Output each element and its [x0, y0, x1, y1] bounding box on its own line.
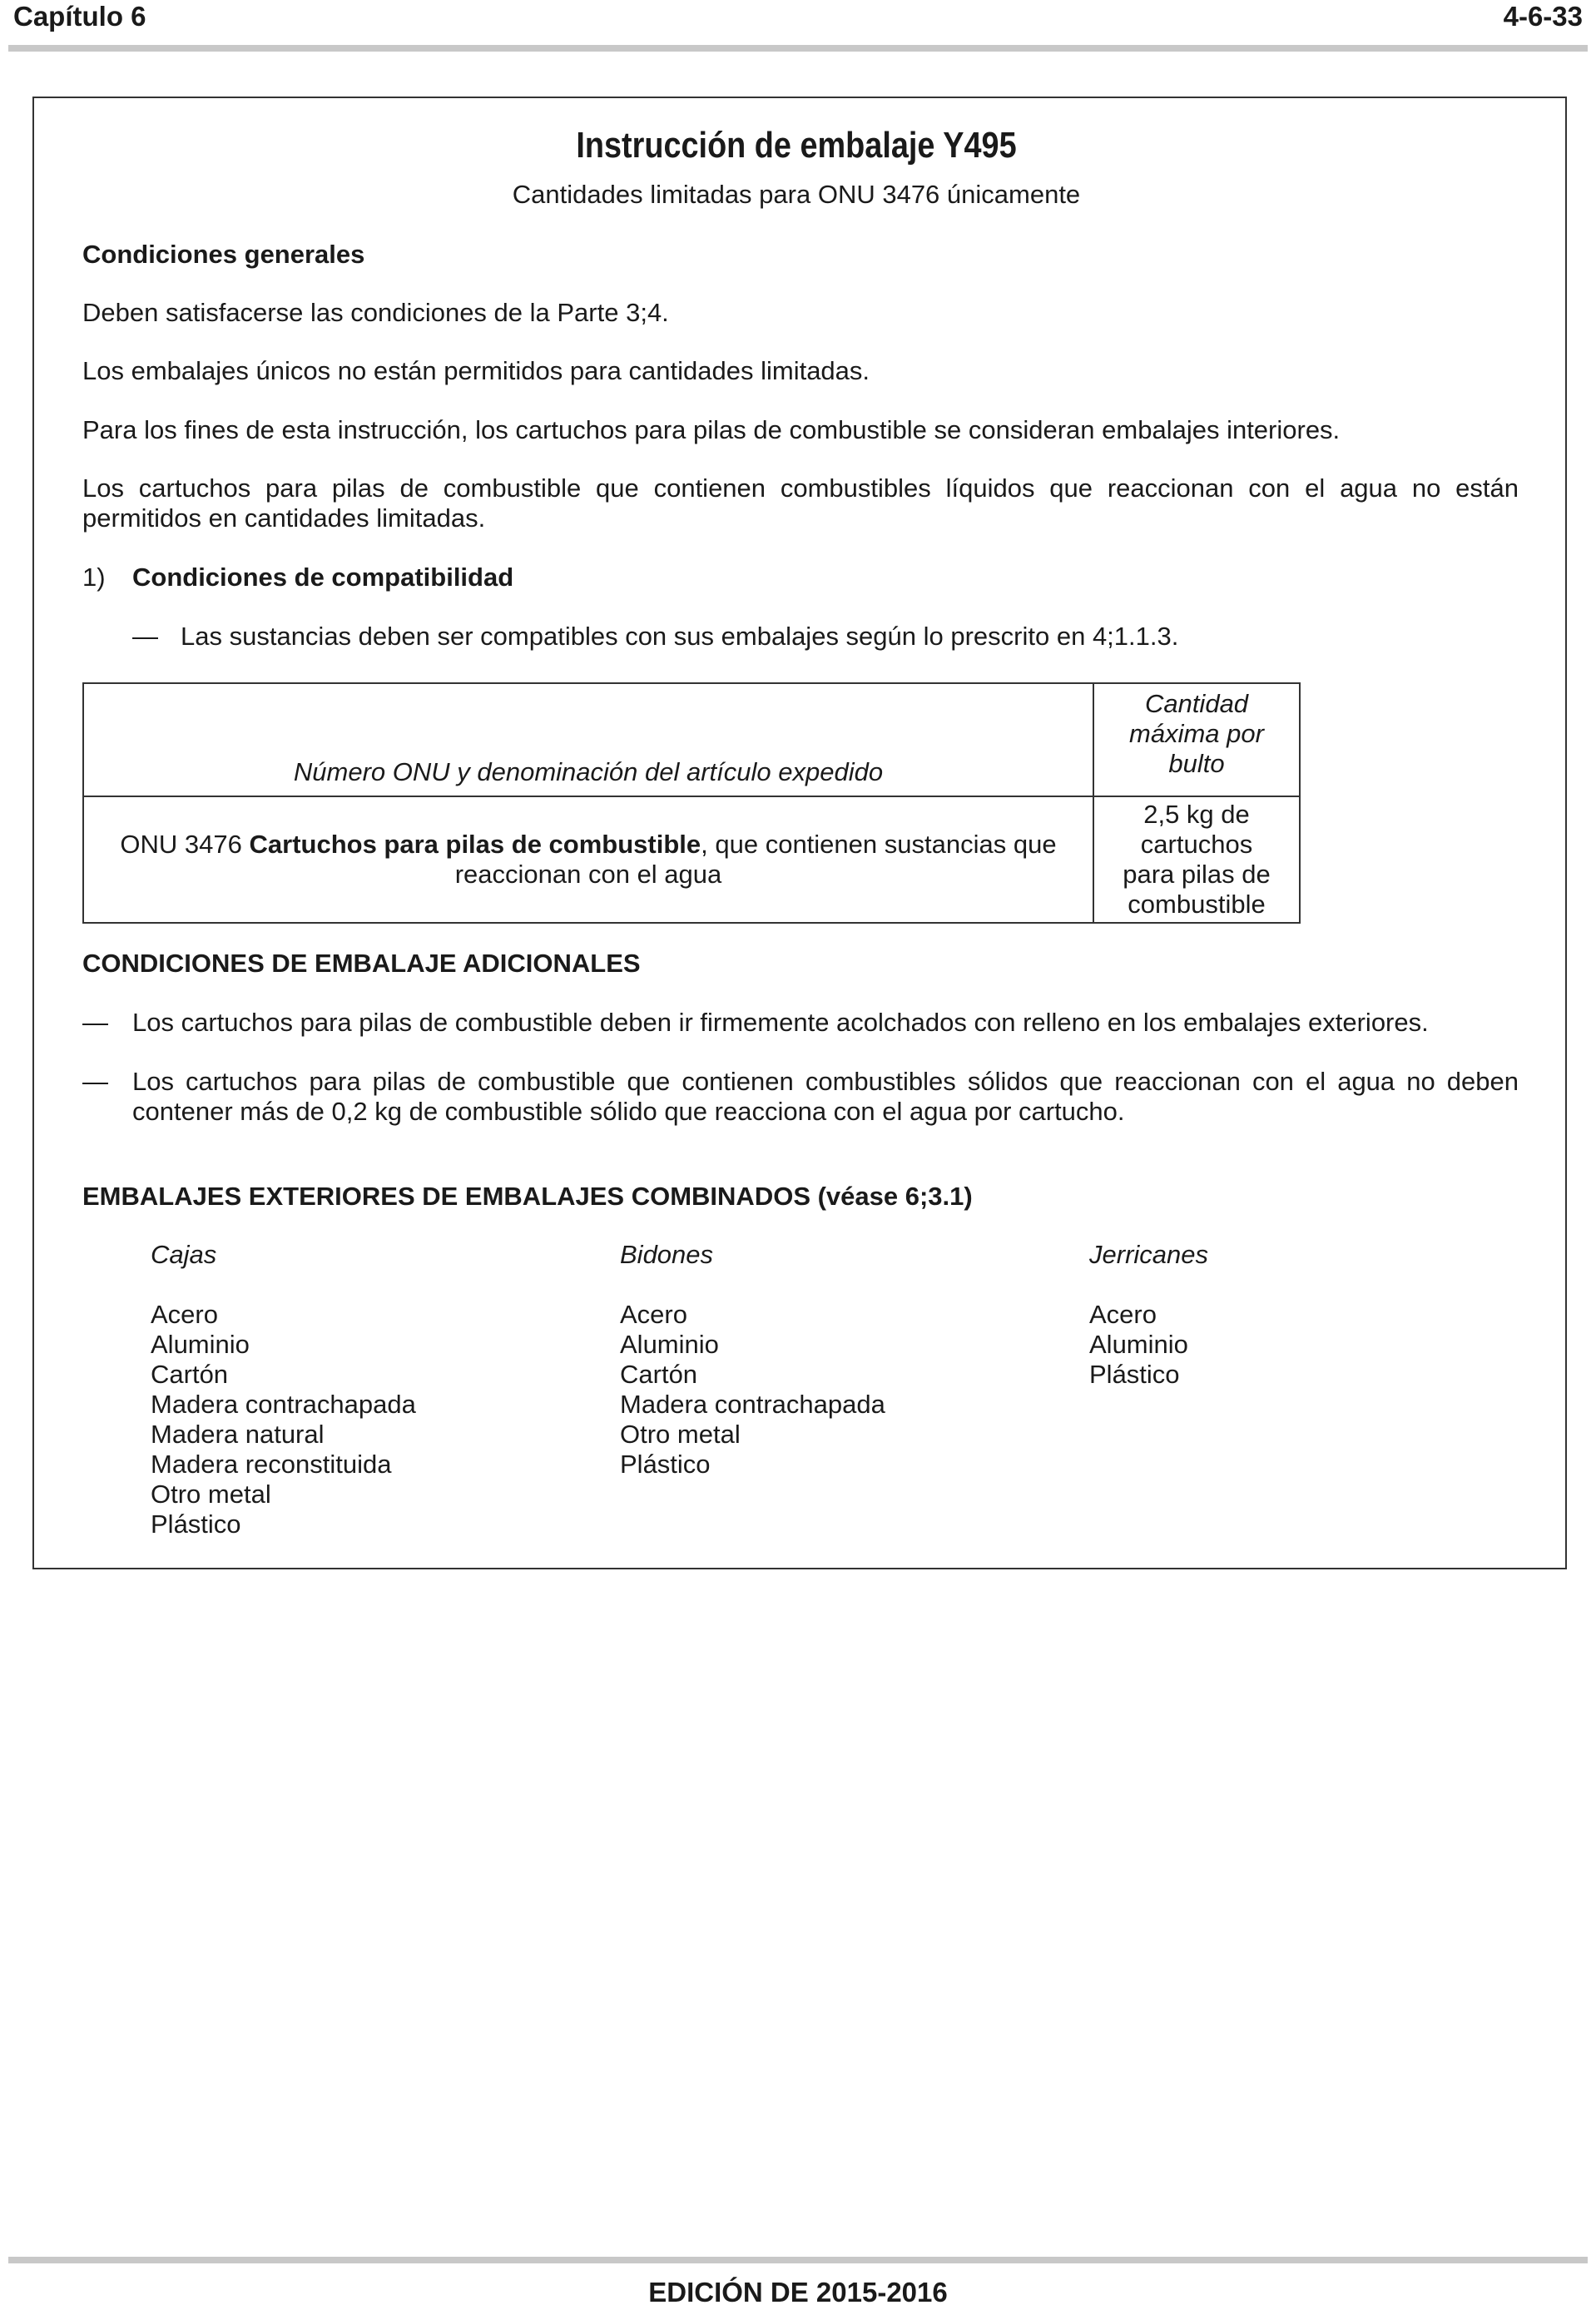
- list-item: Plástico: [1089, 1360, 1180, 1389]
- edition-label: EDICIÓN DE 2015-2016: [648, 2277, 948, 2308]
- general-heading: Condiciones generales: [82, 240, 365, 269]
- list-item: Acero: [151, 1300, 218, 1329]
- page-subtitle: Cantidades limitadas para ONU 3476 únicamente: [512, 180, 1081, 209]
- table-cell-qty: [1093, 796, 1300, 923]
- table-cell-un: [83, 796, 1093, 923]
- header-rule: [8, 45, 1588, 52]
- un-prefix: ONU 3476: [120, 830, 250, 859]
- general-p4: Los cartuchos para pilas de combustible que contienen combustibles líquidos que reaccionan con el agua no están permitidos en cantidades limitadas.: [82, 473, 1519, 533]
- list-item: Aluminio: [620, 1330, 719, 1359]
- page-number: 4-6-33: [1503, 1, 1583, 32]
- footer-rule: [8, 2257, 1588, 2263]
- list-item: Plástico: [620, 1450, 711, 1479]
- additional-item-2: Los cartuchos para pilas de combustible que contienen combustibles sólidos que reaccionan con el agua no deben contener más de 0,2 kg de combustible sólido que reacciona con el agua por cartucho.: [132, 1067, 1519, 1126]
- list-item: Aluminio: [1089, 1330, 1188, 1359]
- compat-item: Las sustancias deben ser compatibles con sus embalajes según lo prescrito en 4;1.1.3.: [181, 622, 1179, 651]
- list-item: Madera contrachapada: [151, 1390, 416, 1419]
- list-item: Plástico: [151, 1509, 241, 1539]
- un-article: Cartuchos para pilas de combustible: [249, 830, 701, 859]
- additional-item-1: Los cartuchos para pilas de combustible deben ir firmemente acolchados con relleno en los embalajes exteriores.: [132, 1008, 1429, 1037]
- compat-dash: —: [132, 622, 158, 651]
- outer-heading: EMBALAJES EXTERIORES DE EMBALAJES COMBINADOS (véase 6;3.1): [82, 1182, 973, 1211]
- table-header-qty: [1093, 683, 1300, 796]
- page-title: Instrucción de embalaje Y495: [576, 125, 1017, 166]
- column-title: Bidones: [620, 1240, 714, 1269]
- table-header-row: [83, 683, 1300, 796]
- general-p3: Para los fines de esta instrucción, los cartuchos para pilas de combustible se consideran embalajes interiores.: [82, 415, 1341, 444]
- additional-heading: CONDICIONES DE EMBALAJE ADICIONALES: [82, 949, 641, 978]
- general-p2: Los embalajes únicos no están permitidos para cantidades limitadas.: [82, 356, 870, 385]
- list-item: Otro metal: [620, 1420, 741, 1449]
- additional-dash-2: —: [82, 1067, 108, 1096]
- quantity-table: [82, 682, 1301, 924]
- un-suffix: , que contienen sustancias que reaccionan con el agua: [454, 830, 1057, 889]
- column-title: Cajas: [151, 1240, 217, 1269]
- list-item: Aluminio: [151, 1330, 250, 1359]
- list-item: Acero: [620, 1300, 687, 1329]
- column-title: Jerricanes: [1089, 1240, 1208, 1269]
- table-header-qty-text: Cantidad máxima por bulto: [1129, 689, 1264, 778]
- compat-number: 1): [82, 563, 106, 592]
- additional-dash-1: —: [82, 1008, 108, 1037]
- chapter-label: Capítulo 6: [13, 1, 146, 32]
- list-item: Otro metal: [151, 1480, 271, 1509]
- list-item: Madera reconstituida: [151, 1450, 392, 1479]
- list-item: Madera contrachapada: [620, 1390, 885, 1419]
- table-row: [83, 796, 1300, 923]
- list-item: Cartón: [620, 1360, 698, 1389]
- list-item: Madera natural: [151, 1420, 325, 1449]
- column-bidones: [620, 1240, 885, 1480]
- table-header-un: Número ONU y denominación del artículo expedido: [83, 683, 1093, 796]
- list-item: Acero: [1089, 1300, 1157, 1329]
- table-cell-qty-text: 2,5 kg de cartuchos para pilas de combustible: [1123, 800, 1271, 919]
- column-jerricanes: [1089, 1240, 1208, 1390]
- general-p1: Deben satisfacerse las condiciones de la Parte 3;4.: [82, 298, 669, 327]
- list-item: Cartón: [151, 1360, 229, 1389]
- column-cajas: [151, 1240, 416, 1539]
- compat-heading: Condiciones de compatibilidad: [132, 563, 514, 592]
